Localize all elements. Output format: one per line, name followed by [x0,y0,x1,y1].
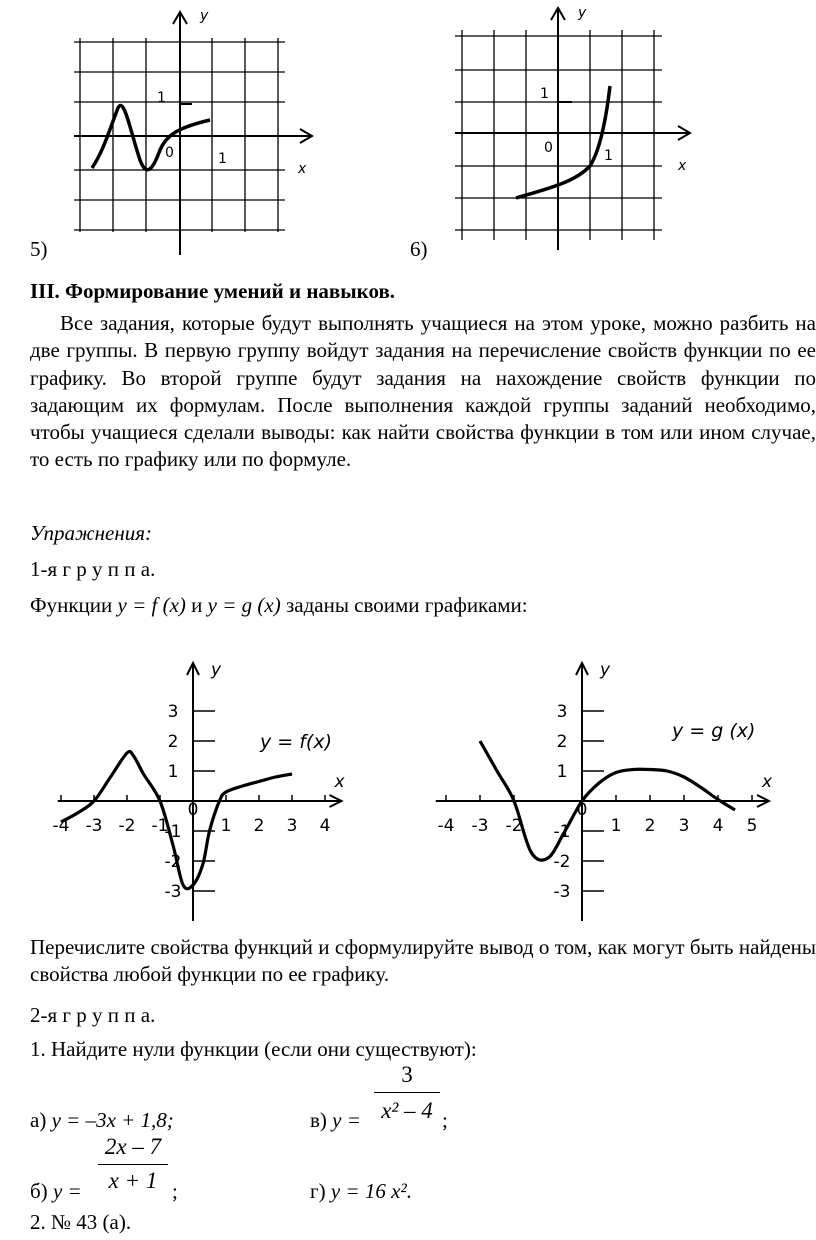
functions-prefix: Функции [30,593,113,617]
item-a [30,1105,174,1135]
group2-heading [30,1000,155,1030]
chart-g-curve-label: y = g (x) [672,720,756,742]
chart-f-ytick-label: 2 [167,732,179,752]
item-v-numerator: 3 [401,1062,413,1087]
item-b-numerator: 2x – 7 [104,1134,162,1159]
chart-f-ytick-label: 3 [167,702,179,722]
exercises-label: Упражнения: [30,521,152,545]
chart-f-xtick-label: 1 [220,816,232,836]
group1-word: г р у п п а. [62,557,156,581]
functions-line [30,590,528,620]
item-g-expr: y = 16 x². [330,1179,412,1203]
functions-f: y = f (x) [117,593,186,617]
item-a-expr: y = –3x + 1,8; [51,1108,174,1132]
item-b-denominator: x + 1 [108,1168,158,1193]
item-b [30,1176,82,1206]
chart-g-xtick-label: -3 [471,816,489,836]
g5-one-y: 1 [157,90,166,106]
g6-y-label: y [578,5,587,21]
group2-num: 2-я [30,1003,58,1027]
chart-g-xtick-label: 4 [712,816,724,836]
chart-g-origin-label: 0 [576,800,588,820]
group1-num: 1-я [30,557,58,581]
chart-f [30,630,390,920]
chart-g-xtick-label: 3 [678,816,690,836]
task2: 2. № 43 (а). [30,1210,132,1234]
chart-f-xtick-label: -1 [151,816,169,836]
g6-one-x: 1 [604,148,613,164]
chart-f-xtick-label: 2 [253,816,265,836]
item-a-label: а) [30,1108,47,1132]
chart-f-xtick-label: -2 [118,816,136,836]
intro-paragraph: Все задания, которые будут выполнять учащиеся на этом уроке, можно разбить на две группы. В первую группу войдут задания на перечисление свойств функции по ее графику. Во второй группе будут задания на нахождение свойств функции по задающим их формулам. После выполнения каждой группы заданий необходимо, чтобы учащиеся сделали выводы: как найти свойства функции в том или ином случае, то есть по графику или по формуле. [30,311,816,472]
chart-f-origin-label: 0 [187,800,199,820]
g5-origin: 0 [165,145,174,161]
g6-x-label: x [678,158,687,174]
chart-f-xtick-label: -3 [85,816,103,836]
item-b-fraction-bar [98,1164,168,1165]
g5-one-x: 1 [218,151,227,167]
group2-word: г р у п п а. [62,1003,156,1027]
functions-g: y = g (x) [207,593,281,617]
graph-6 [0,0,816,260]
functions-suffix: заданы своими графиками: [285,593,528,617]
chart-g-ytick-label: 2 [556,732,568,752]
after-charts-text: Перечислите свойства функций и сформулируйте вывод о том, как могут быть найдены свойства любой функции по ее графику. [30,935,816,987]
chart-f-xtick-label: 4 [319,816,331,836]
item-v [310,1105,361,1135]
item-b-end: ; [172,1179,178,1203]
chart-f-xtick-label: 3 [286,816,298,836]
item-v-denominator: x² – 4 [381,1098,433,1123]
chart-f-ytick-label: -3 [164,882,182,902]
item-b-y: y = [52,1179,82,1203]
g5-x-label: x [298,161,307,177]
g6-one-y: 1 [540,86,549,102]
chart-g-y-label: y [600,660,611,680]
chart-f-ytick-label: -2 [164,852,182,872]
item-b-label: б) [30,1179,48,1203]
chart-g-x-label: x [761,772,773,792]
chart-g-xtick-label: 5 [746,816,758,836]
chart-g-xtick-label: 1 [610,816,622,836]
item-v-end: ; [442,1108,448,1132]
section-heading: III. Формирование умений и навыков. [30,279,396,303]
group1-heading [30,554,155,584]
chart-g-xtick-label: 2 [644,816,656,836]
item-g-label: г) [310,1179,326,1203]
chart-f-x-label: x [334,772,345,792]
chart-f-y-label: y [211,660,222,680]
chart-f-ytick-label: 1 [167,762,179,782]
item-g [310,1176,412,1206]
functions-and: и [191,593,203,617]
g6-origin: 0 [544,140,553,156]
chart-g-xtick-label: -4 [437,816,455,836]
chart-g [410,630,790,920]
graph-5-label: 5) [30,237,48,261]
chart-g-ytick-label: -1 [553,822,571,842]
chart-f-xtick-label: -4 [52,816,70,836]
chart-g-ytick-label: -3 [553,882,571,902]
task1: 1. Найдите нули функции (если они существуют): [30,1037,477,1061]
chart-f-curve-label: y = f(x) [260,731,333,753]
chart-g-ytick-label: -2 [553,852,571,872]
graph-6-label: 6) [410,237,428,261]
chart-f-ytick-label: -1 [164,822,182,842]
chart-g-ytick-label: 3 [556,702,568,722]
chart-g-xtick-label: -2 [505,816,523,836]
g5-y-label: y [200,8,209,24]
chart-g-ytick-label: 1 [556,762,568,782]
item-v-fraction-bar [374,1092,440,1093]
item-v-label: в) [310,1108,327,1132]
item-v-y: y = [332,1108,361,1132]
